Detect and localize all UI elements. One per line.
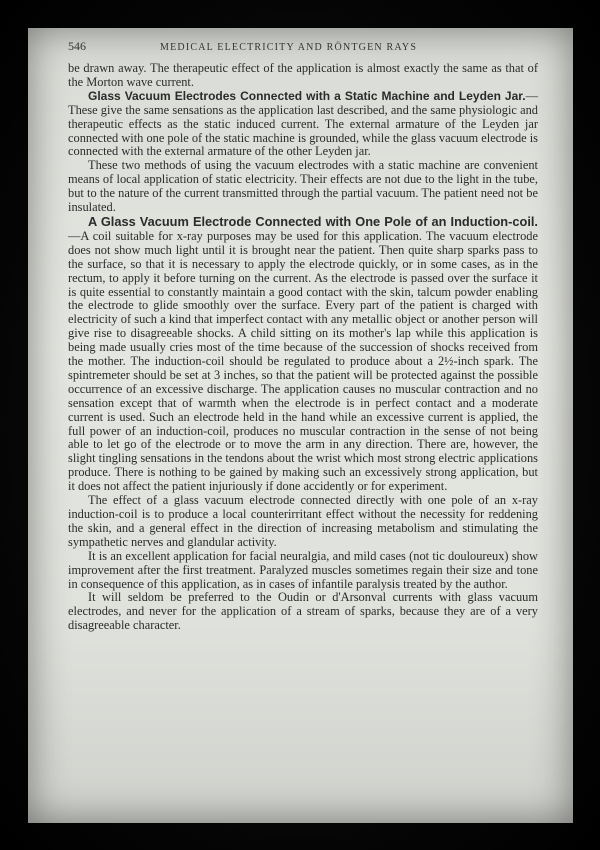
paragraph-induction-coil xyxy=(68,215,538,494)
paragraph-body: —A coil suitable for x-ray purposes may be used for this application. The vacuum electrode does not show much light until it is brought near the patient. Then quite sharp sparks pass to the surface, so that it is necessary to apply the electrode quickly, or in some cases, as in the rectum, to apply it before turning on the current. As the electrode is passed over the surface it is quite essential to constantly maintain a good contact with the skin, talcum powder enabling the electrode to glide smoothly over the surface. Every part of the patient is charged with electricity of such a kind that imperfect contact with any metallic object or another person will give rise to disagreeable shocks. A child sitting on its mother's lap while this application is being made usually cries most of the time because of the succession of shocks received from the mother. The induction-coil should be regulated to produce about a 2½-inch spark. The spintremeter should be set at 3 inches, so that the patient will be protected against the possible occurrence of an excessive discharge. The application causes no muscular contraction and no sensation except that of warmth when the electrode is in perfect contact and a moderate current is used. Such an electrode held in the hand while an excessive current is applied, the full power of an induction-coil, produces no muscular contraction in the sense of not being able to let go of the electrode or to move the arm in any direction. There are, however, the slight tingling sensations in the tendons about the wrist which most strong electric applications produce. There is nothing to be gained by making such an excessively strong application, but it does not affect the patient injuriously if done accidently or for experiment. xyxy=(68,228,538,494)
paragraph-oudin: It will seldom be preferred to the Oudin or d'Arsonval currents with glass vacuum electrodes, and never for the application of a stream of sparks, because they are of a very disagreeable character. xyxy=(68,590,538,633)
book-page xyxy=(28,28,573,823)
paragraph-methods: These two methods of using the vacuum electrodes with a static machine are convenient means of local application of static electricity. Their effects are not due to the light in the tube, but to the nature of the current transmitted through the partial vacuum. The patient need not be insulated. xyxy=(68,158,538,215)
section-heading-induction-coil: A Glass Vacuum Electrode Connected with One Pole of an Induction-coil. xyxy=(88,213,538,229)
page-header xyxy=(68,40,538,56)
page-content xyxy=(68,40,538,633)
paragraph-continuation: be drawn away. The therapeutic effect of the application is almost exactly the same as that of the Morton wave current. xyxy=(68,61,538,89)
section-heading-static-machine: Glass Vacuum Electrodes Connected with a Static Machine and Leyden Jar. xyxy=(88,88,526,103)
paragraph-neuralgia: It is an excellent application for facial neuralgia, and mild cases (not tic douloureux) show improvement after the first treatment. Paralyzed muscles sometimes regain their size and tone in consequence of this application, as in cases of infantile paralysis treated by the author. xyxy=(68,548,538,591)
page-number: 546 xyxy=(68,39,86,53)
running-title: MEDICAL ELECTRICITY AND RÖNTGEN RAYS xyxy=(160,42,418,53)
paragraph-effect: The effect of a glass vacuum electrode connected directly with one pole of an x-ray induction-coil is to produce a local counterirritant effect without the necessity for reddening the skin, and a general effect in the direction of increasing metabolism and stimulating the sympathetic nerves and glandular activity. xyxy=(68,493,538,549)
paragraph-body: —These give the same sensations as the application last described, and the same physiologic and therapeutic effects as the static induced current. The external armature of the Leyden jar connected with one pole of the static machine is grounded, while the glass vacuum electrode is connected with the external armature of the other Leyden jar. xyxy=(68,88,539,159)
paragraph-static-machine xyxy=(68,90,538,160)
